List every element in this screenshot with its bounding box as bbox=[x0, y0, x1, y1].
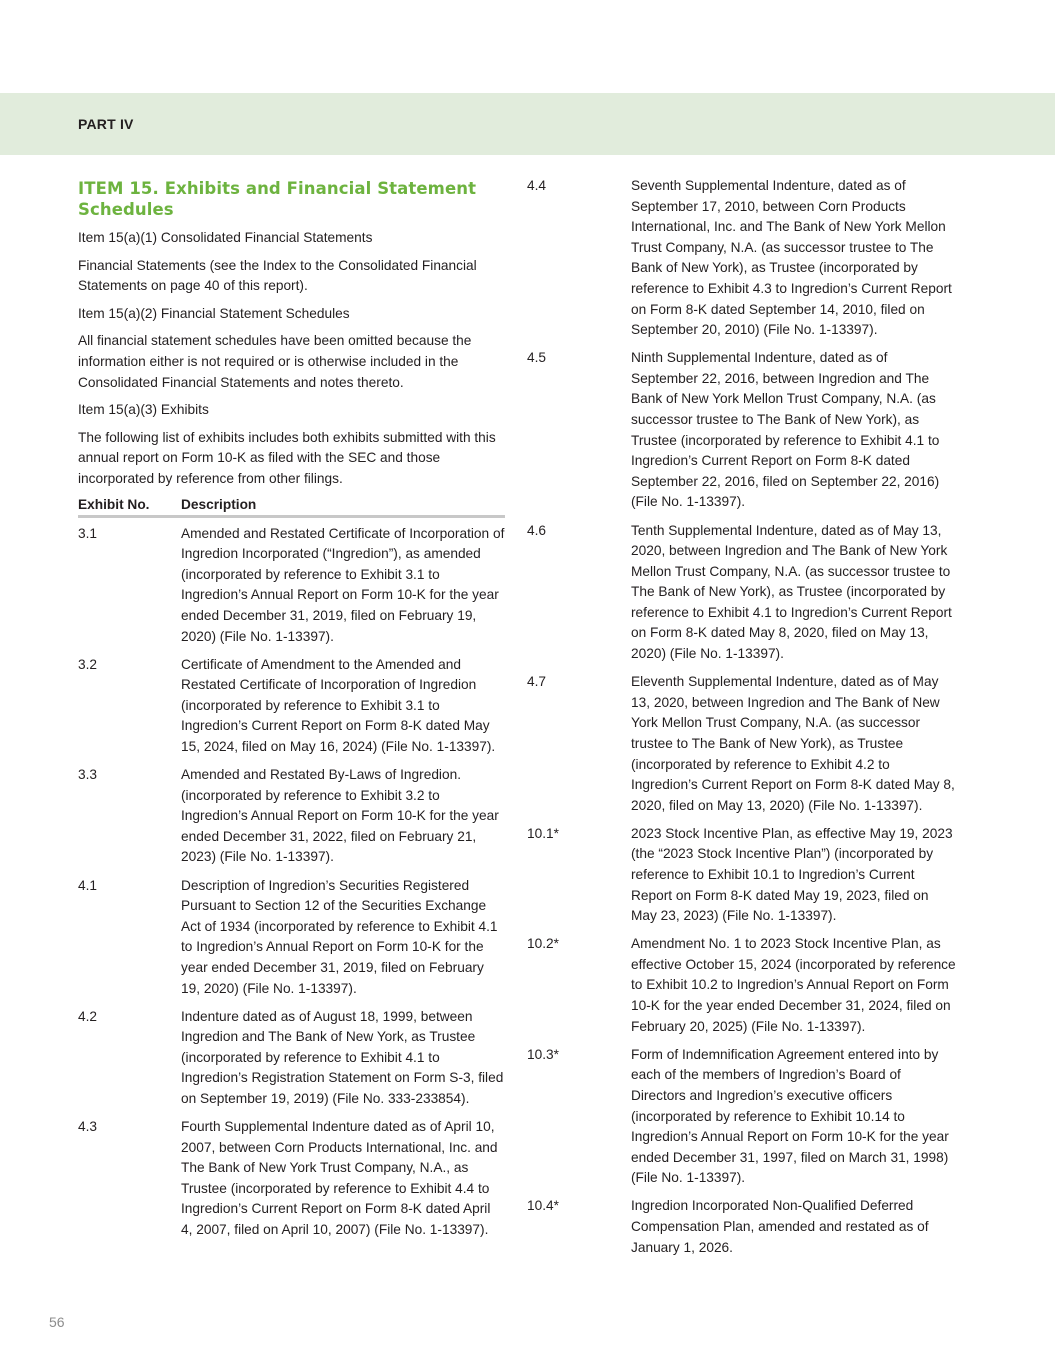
exhibit-number: 3.3 bbox=[78, 767, 98, 783]
exhibit-description: Amended and Restated By-Laws of Ingredion. (incorporated by reference to Exhibit 3.2 to Ingredion’s Annual Report on Form 10-K for the year ended December 31, 2022, filed on February 21, 2023) (File No. 1-13397). bbox=[181, 767, 499, 865]
exhibit-number: 4.5 bbox=[527, 350, 547, 366]
exhibit-number: 10.4* bbox=[527, 1198, 559, 1214]
exhibit-description: Indenture dated as of August 18, 1999, between Ingredion and The Bank of New York, as Trustee (incorporated by reference to Exhibit 4.1 to Ingredion’s Registration Statement on Form S-3, filed on September 19, 2019) (File No. 333-233854). bbox=[181, 1008, 504, 1106]
table-row bbox=[527, 934, 957, 1037]
table-row bbox=[78, 524, 505, 648]
paragraph-exhibits-heading: Item 15(a)(3) Exhibits bbox=[78, 402, 209, 418]
header-description: Description bbox=[181, 496, 257, 512]
exhibit-number: 4.7 bbox=[527, 674, 547, 690]
table-row bbox=[527, 824, 957, 927]
exhibit-number: 4.4 bbox=[527, 178, 547, 193]
exhibit-description: Tenth Supplemental Indenture, dated as of May 13, 2020, between Ingredion and The Bank of New York Mellon Trust Company, N.A. (as successor trustee to The Bank of New York), as Trustee (incorporated by reference to Exhibit 4.1 to Ingredion’s Current Report on Form 8-K dated May 8, 2020, filed on May 13, 2020) (File No. 1-13397). bbox=[631, 522, 952, 662]
exhibit-description: Description of Ingredion’s Securities Registered Pursuant to Section 12 of the Securities Exchange Act of 1934 (incorporated by reference to Exhibit 4.1 to Ingredion’s Annual Report on Form 10-K for the year ended December 31, 2019, filed on February 19, 2020) (File No. 1-13397). bbox=[181, 877, 498, 996]
exhibit-number: 3.2 bbox=[78, 656, 98, 672]
exhibit-number: 4.3 bbox=[78, 1119, 98, 1135]
exhibit-number: 10.3* bbox=[527, 1046, 559, 1062]
table-row bbox=[527, 1045, 957, 1189]
table-row bbox=[527, 672, 957, 816]
exhibit-description: Amended and Restated Certificate of Incorporation of Ingredion Incorporated (“Ingredion”), as amended (incorporated by reference to Exhibit 3.1 to Ingredion’s Annual Report on Form 10-K for the year ended December 31, 2019, filed on February 19, 2020) (File No. 1-13397). bbox=[181, 525, 505, 644]
exhibit-list-left bbox=[78, 524, 505, 1241]
table-row bbox=[78, 1117, 505, 1241]
header-exhibit-no: Exhibit No. bbox=[78, 496, 150, 512]
table-header bbox=[78, 497, 505, 518]
exhibit-number: 4.1 bbox=[78, 877, 98, 893]
exhibit-description: Seventh Supplemental Indenture, dated as of September 17, 2010, between Corn Products International, Inc. and The Bank of New York Mellon Trust Company, N.A. (as successor trustee to The Bank of New York), as Trustee (incorporated by reference to Exhibit 4.3 to Ingredion’s Current Report on Form 8-K dated September 14, 2010, filed on September 20, 2010) (File No. 1-13397). bbox=[631, 178, 952, 338]
exhibit-description: Ingredion Incorporated Non-Qualified Deferred Compensation Plan, amended and restated as of January 1, 2026. bbox=[631, 1198, 929, 1255]
table-row bbox=[78, 876, 505, 1000]
exhibit-description: Fourth Supplemental Indenture dated as of April 10, 2007, between Corn Products International, Inc. and The Bank of New York Trust Company, N.A., as Trustee (incorporated by reference to Exhibit 4.4 to Ingredion’s Current Report on Form 8-K dated April 4, 2007, filed on April 10, 2007) (File No. 1-13397). bbox=[181, 1119, 498, 1238]
paragraph-financial-statements-heading: Item 15(a)(1) Consolidated Financial Statements bbox=[78, 230, 373, 245]
exhibit-description: 2023 Stock Incentive Plan, as effective May 19, 2023 (the “2023 Stock Incentive Plan”) (incorporated by reference to Exhibit 10.1 to Ingredion’s Current Report on Form 8-K dated May 19, 2023, filed on May 23, 2023) (File No. 1-13397). bbox=[631, 825, 953, 924]
left-column bbox=[78, 178, 505, 1241]
item-title: ITEM 15. Exhibits and Financial Statement Schedules bbox=[78, 179, 477, 219]
exhibit-number: 10.2* bbox=[527, 936, 559, 952]
exhibit-description: Amendment No. 1 to 2023 Stock Incentive Plan, as effective October 15, 2024 (incorporated by reference to Exhibit 10.2 to Ingredion’s Annual Report on Form 10-K for the year ended December 31, 2024, filed on February 20, 2025) (File No. 1-13397). bbox=[631, 936, 956, 1034]
exhibit-description: Ninth Supplemental Indenture, dated as of September 22, 2016, between Ingredion and The Bank of New York Mellon Trust Company, N.A. (as successor trustee to The Bank of New York), as Trustee (incorporated by reference to Exhibit 4.1 to Ingredion’s Current Report on Form 8-K dated September 22, 2016, filed on September 22, 2016) (File No. 1-13397). bbox=[631, 350, 940, 510]
exhibit-description: Certificate of Amendment to the Amended and Restated Certificate of Incorporation of Ingredion (incorporated by reference to Exhibit 3.1 to Ingredion’s Current Report on Form 8-K dated May 15, 2024, filed on May 16, 2024) (File No. 1-13397). bbox=[181, 656, 496, 754]
paragraph-financial-statements: Financial Statements (see the Index to the Consolidated Financial Statements on page 40 of this report). bbox=[78, 257, 477, 294]
exhibit-number: 4.6 bbox=[527, 522, 547, 538]
table-row bbox=[527, 521, 957, 665]
table-row bbox=[78, 655, 505, 758]
exhibit-number: 3.1 bbox=[78, 525, 98, 541]
exhibit-number: 4.2 bbox=[78, 1008, 98, 1024]
exhibit-description: Form of Indemnification Agreement entered into by each of the members of Ingredion’s Board of Directors and Ingredion’s executive officers (incorporated by reference to Exhibit 10.14 to Ingredion’s Annual Report on Form 10-K for the year ended December 31, 1997, filed on March 31, 1998) (File No. 1-13397). bbox=[631, 1046, 949, 1186]
exhibit-list-right bbox=[527, 176, 957, 1258]
table-row bbox=[527, 1196, 957, 1258]
part-label: PART IV bbox=[78, 116, 134, 132]
page-number: 56 bbox=[49, 1314, 65, 1330]
paragraph-schedules-heading: Item 15(a)(2) Financial Statement Schedules bbox=[78, 305, 350, 321]
paragraph-exhibits-intro: The following list of exhibits includes both exhibits submitted with this annual report on Form 10-K as filed with the SEC and those incorporated by reference from other filings. bbox=[78, 429, 496, 486]
paragraph-schedules: All financial statement schedules have been omitted because the information either is not required or is otherwise included in the Consolidated Financial Statements and notes thereto. bbox=[78, 333, 472, 390]
exhibit-number: 10.1* bbox=[527, 825, 559, 841]
part-header-band bbox=[0, 93, 1055, 155]
exhibit-description: Eleventh Supplemental Indenture, dated as of May 13, 2020, between Ingredion and The Bank of New York Mellon Trust Company, N.A. (as successor trustee to The Bank of New York), as Trustee (incorporated by reference to Exhibit 4.2 to Ingredion’s Current Report on Form 8-K dated May 8, 2020, filed on May 13, 2020) (File No. 1-13397). bbox=[631, 674, 955, 813]
table-row bbox=[527, 176, 957, 341]
table-row bbox=[78, 765, 505, 868]
table-row bbox=[78, 1007, 505, 1110]
table-row bbox=[527, 348, 957, 513]
